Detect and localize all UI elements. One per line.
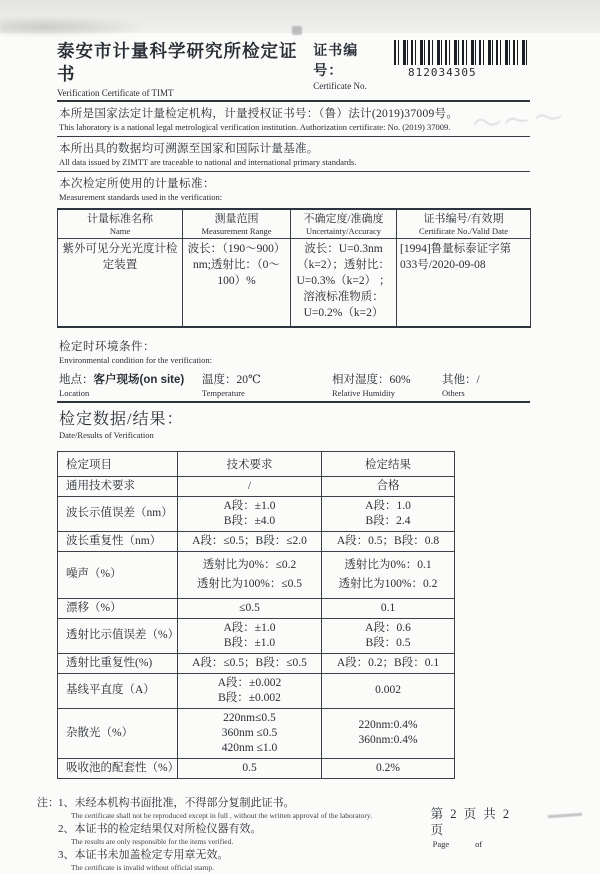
scan-dash-artifact xyxy=(548,813,582,818)
scan-smudge xyxy=(0,16,150,38)
certificate-content xyxy=(37,40,530,874)
value-cell: ≤0.5 xyxy=(178,598,322,618)
note-text-en: The certificate is invalid without official stamp. xyxy=(71,862,214,872)
results-row xyxy=(58,598,455,618)
certificate-number-value: 812034305 xyxy=(408,66,477,79)
standards-data-row xyxy=(58,239,531,327)
value-cell: 220nm:0.4% 360nm:0.4% xyxy=(322,708,455,758)
value-cell: A段：±0.002 B段：±0.002 xyxy=(178,673,322,708)
item-cell: 通用技术要求 xyxy=(58,476,178,496)
header-cn: 测量范围 xyxy=(214,213,259,225)
item-cell: 透射比示值误差（%） xyxy=(58,618,178,653)
page-indicator-en xyxy=(431,838,530,850)
standard-certno-cell: [1994]鲁量标泰证字第033号/2020-09-08 xyxy=(397,239,531,327)
standards-col-certno xyxy=(397,209,531,239)
others-value: / xyxy=(476,373,480,386)
value-cell: A段：0.6 B段：0.5 xyxy=(322,618,455,653)
item-cell: 漂移（%） xyxy=(58,598,178,618)
value-cell: 透射比为0%：0.1 透射比为100%：0.2 xyxy=(322,551,455,598)
value-cell: 220nm≤0.5 360nm ≤0.5 420nm ≤1.0 xyxy=(178,708,322,758)
value-cell: A段：±1.0 B段：±1.0 xyxy=(178,618,322,653)
results-row xyxy=(58,653,455,673)
item-cell: 吸收池的配套性（%） xyxy=(58,758,178,778)
value-cell: 0.5 xyxy=(178,758,322,778)
location-label-en: Location xyxy=(59,387,90,398)
header-cn: 证书编号/有效期 xyxy=(423,213,504,225)
divider xyxy=(57,401,530,403)
certificate-number-label-cn: 证书编号： xyxy=(313,42,359,78)
results-header-row xyxy=(58,451,455,476)
notes-prefix: 注： xyxy=(37,796,59,809)
scan-speck xyxy=(292,26,302,35)
note-text-cn: 3、本证书未加盖检定专用章无效。 xyxy=(58,848,229,861)
standards-col-name xyxy=(58,209,183,239)
page-indicator xyxy=(431,796,530,874)
header-en: Uncertainty/Accuracy xyxy=(305,226,382,236)
certificate-number-label-en: Certificate No. xyxy=(313,81,367,91)
value-cell: 0.2% xyxy=(322,758,455,778)
standards-label-cn: 本次检定所使用的计量标准： xyxy=(59,178,215,190)
standard-name-cell: 紫外可见分光光度计检定装置 xyxy=(58,239,183,327)
item-cell: 波长示值误差（nm） xyxy=(58,496,178,531)
measurement-standards-table xyxy=(57,208,531,328)
item-cell: 透射比重复性(%) xyxy=(58,653,178,673)
value-cell: 0.002 xyxy=(322,673,455,708)
results-row xyxy=(58,758,455,778)
header-en: Certificate No./Valid Date xyxy=(419,226,508,236)
standards-col-range xyxy=(183,209,291,239)
item-cell: 噪声（%） xyxy=(58,551,178,598)
others-label-en: Others xyxy=(442,387,465,398)
value-cell: A段：≤0.5；B段：≤2.0 xyxy=(178,531,322,551)
results-table-body xyxy=(58,476,455,778)
results-row xyxy=(58,551,455,598)
item-cell: 杂散光（%） xyxy=(58,708,178,758)
uncertainty-cell: 波长：U=0.3nm（k=2）；透射比：U=0.3%（k=2） ；溶液标准物质：U=0.2%（k=2） xyxy=(291,239,397,327)
results-col-requirement: 技术要求 xyxy=(178,451,322,476)
page-word: Page xyxy=(432,838,450,849)
note-text-cn: 1、未经本机构书面批准，不得部分复制此证书。 xyxy=(58,796,295,809)
certificate-header xyxy=(57,40,530,100)
temperature-label: 温度： xyxy=(202,373,237,386)
humidity-label: 相对湿度： xyxy=(332,373,390,386)
humidity-field xyxy=(332,372,442,399)
authorization-statement xyxy=(57,102,530,136)
results-section-label xyxy=(57,409,530,441)
notes-section xyxy=(37,796,530,874)
value-cell: A段：0.5；B段：0.8 xyxy=(322,531,455,551)
header-en: Measurement Range xyxy=(201,226,272,236)
value-cell: A段：≤0.5；B段：≤0.5 xyxy=(178,653,322,673)
results-row xyxy=(58,708,455,758)
item-cell: 基线平直度（A） xyxy=(58,673,178,708)
certificate-number-block xyxy=(313,40,530,92)
value-cell: A段：±1.0 B段：±4.0 xyxy=(178,496,322,531)
location-label: 地点： xyxy=(59,373,94,386)
value-cell: 透射比为0%：≤0.2 透射比为100%：≤0.5 xyxy=(178,551,322,598)
results-col-result: 检定结果 xyxy=(322,451,455,476)
humidity-value: 60% xyxy=(389,373,411,386)
environment-fields xyxy=(57,372,530,399)
traceability-statement-cn: 本所出具的数据均可溯源至国家和国际计量基准。 xyxy=(59,143,319,155)
note-text-en: The certificate shall not be reproduced except in full , without the written approval of the laboratory. xyxy=(71,810,373,820)
results-row xyxy=(58,531,455,551)
page-indicator-cn: 第 2 页 共 2 页 xyxy=(430,806,512,837)
certificate-title-cn: 泰安市计量科学研究所检定证书 xyxy=(57,41,298,84)
others-field xyxy=(442,372,530,399)
of-word: of xyxy=(475,838,483,849)
results-row xyxy=(58,673,455,708)
results-row xyxy=(58,476,455,496)
value-cell: A段：0.2；B段：0.1 xyxy=(322,653,455,673)
barcode-block xyxy=(394,40,530,92)
results-label-cn: 检定数据/结果： xyxy=(59,410,184,428)
environment-label-cn: 检定时环境条件： xyxy=(59,340,155,353)
certificate-title-en: Verification Certificate of TIMT xyxy=(57,88,174,98)
measurement-range-cell: 波长：（190～900）nm;透射比：（0～100）% xyxy=(183,239,291,327)
header-en: Name xyxy=(109,226,131,236)
authorization-statement-cn: 本所是国家法定计量检定机构，计量授权证书号：（鲁）法计(2019)37009号。 xyxy=(59,108,459,120)
results-label-en: Date/Results of Verification xyxy=(59,429,154,440)
results-row xyxy=(58,618,455,653)
standards-header-row xyxy=(58,209,531,239)
results-col-item: 检定项目 xyxy=(58,451,178,476)
temperature-value: 20℃ xyxy=(236,373,261,386)
environment-label-en: Environmental condition for the verification: xyxy=(59,354,212,365)
others-label: 其他： xyxy=(442,373,477,386)
value-cell: 0.1 xyxy=(322,598,455,618)
note-text-en: The results are only responsible for the items verified. xyxy=(71,836,234,846)
humidity-label-en: Relative Humidity xyxy=(332,387,396,398)
title-block xyxy=(57,40,313,100)
location-value: 客户现场(on site) xyxy=(93,373,185,386)
header-cn: 不确定度/准确度 xyxy=(303,213,384,225)
notes-list xyxy=(58,796,386,874)
location-field xyxy=(59,372,202,399)
standards-col-uncertainty xyxy=(291,209,397,239)
standards-section-label xyxy=(57,172,530,205)
value-cell: 合格 xyxy=(322,476,455,496)
authorization-statement-en: This laboratory is a national legal metrological verification institution. Authorization certificate: No. (2019) 37009. xyxy=(59,122,451,132)
barcode xyxy=(394,40,530,65)
verification-results-table xyxy=(57,451,455,779)
temperature-field xyxy=(202,372,332,399)
traceability-statement xyxy=(57,137,530,171)
value-cell: A段：1.0 B段：2.4 xyxy=(322,496,455,531)
traceability-statement-en: All data issued by ZIMTT are traceable to national and international primary standards. xyxy=(59,157,357,167)
standards-label-en: Measurement standards used in the verification: xyxy=(59,192,223,202)
results-row xyxy=(58,496,455,531)
value-cell: / xyxy=(178,476,322,496)
certificate-number-labels xyxy=(313,40,386,92)
note-text-cn: 2、本证书的检定结果仅对所检仪器有效。 xyxy=(58,822,262,835)
environment-section-label xyxy=(57,335,530,368)
temperature-label-en: Temperature xyxy=(202,387,245,398)
header-cn: 计量标准名称 xyxy=(87,213,153,225)
item-cell: 波长重复性（nm） xyxy=(58,531,178,551)
